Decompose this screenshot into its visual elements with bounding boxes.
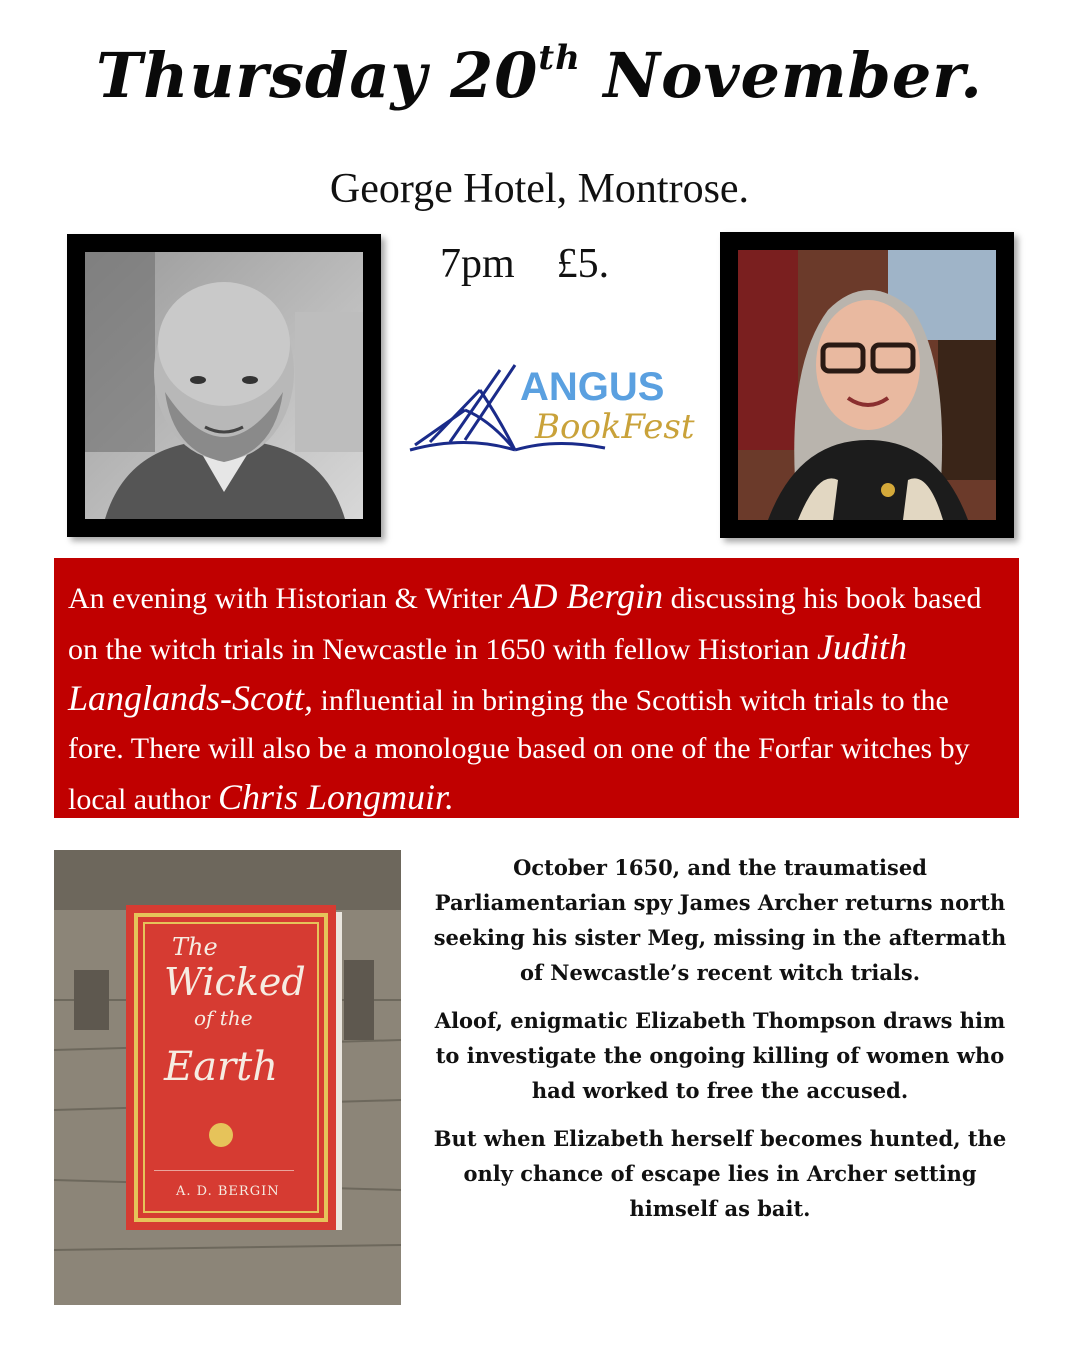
event-date-title: Thursday 20th November. [96,38,983,112]
time-price [440,240,680,288]
logo-bookfest-text: BookFest [535,407,695,447]
venue-text: George Hotel, Montrose. [329,166,750,212]
book-cover-image [54,850,401,1305]
name-judith-langlands-scott: Judith Langlands-Scott, [68,627,908,718]
date-ordinal-suffix: th [538,38,581,78]
cover-title-line2: Wicked [164,960,306,1004]
book-blurb [420,850,1020,1239]
author-photo-judith-langlands-scott [720,232,1014,538]
cover-author: A. D. BERGIN [176,1184,280,1199]
blurb-paragraph-2: Aloof, enigmatic Elizabeth Thompson draws him to investigate the ongoing killing of women who had worked to free the accused. [434,1008,1006,1103]
cover-title-line4: Earth [164,1044,279,1090]
event-time: 7pm [440,241,515,287]
name-chris-longmuir: Chris Longmuir. [217,777,455,817]
cover-title-line1: The [172,933,218,961]
logo-angus-text: ANGUS [520,365,665,409]
blurb-paragraph-1: October 1650, and the traumatised Parliamentarian spy James Archer returns north seeking his sister Meg, missing in the aftermath of Newcastle’s recent witch trials. [433,855,1007,985]
angus-bookfest-logo [405,350,705,470]
name-ad-bergin: AD Bergin [509,576,664,616]
event-description-panel: An evening with Historian & Writer AD Bergin discussing his book based on the witch trials in Newcastle in 1650 with fellow Historian Judith Langlands-Scott, influential in bringing the Scottish witch trials to the fore. There will also be a monologue based on one of the Forfar witches by local author Chris Longmuir. [54,558,1019,818]
author-photo-ad-bergin [67,234,381,537]
blurb-paragraph-3: But when Elizabeth herself becomes hunted, the only chance of escape lies in Archer setting himself as bait. [433,1126,1007,1221]
event-price: £5. [556,241,610,287]
cover-title-line3: of the [194,1006,253,1030]
